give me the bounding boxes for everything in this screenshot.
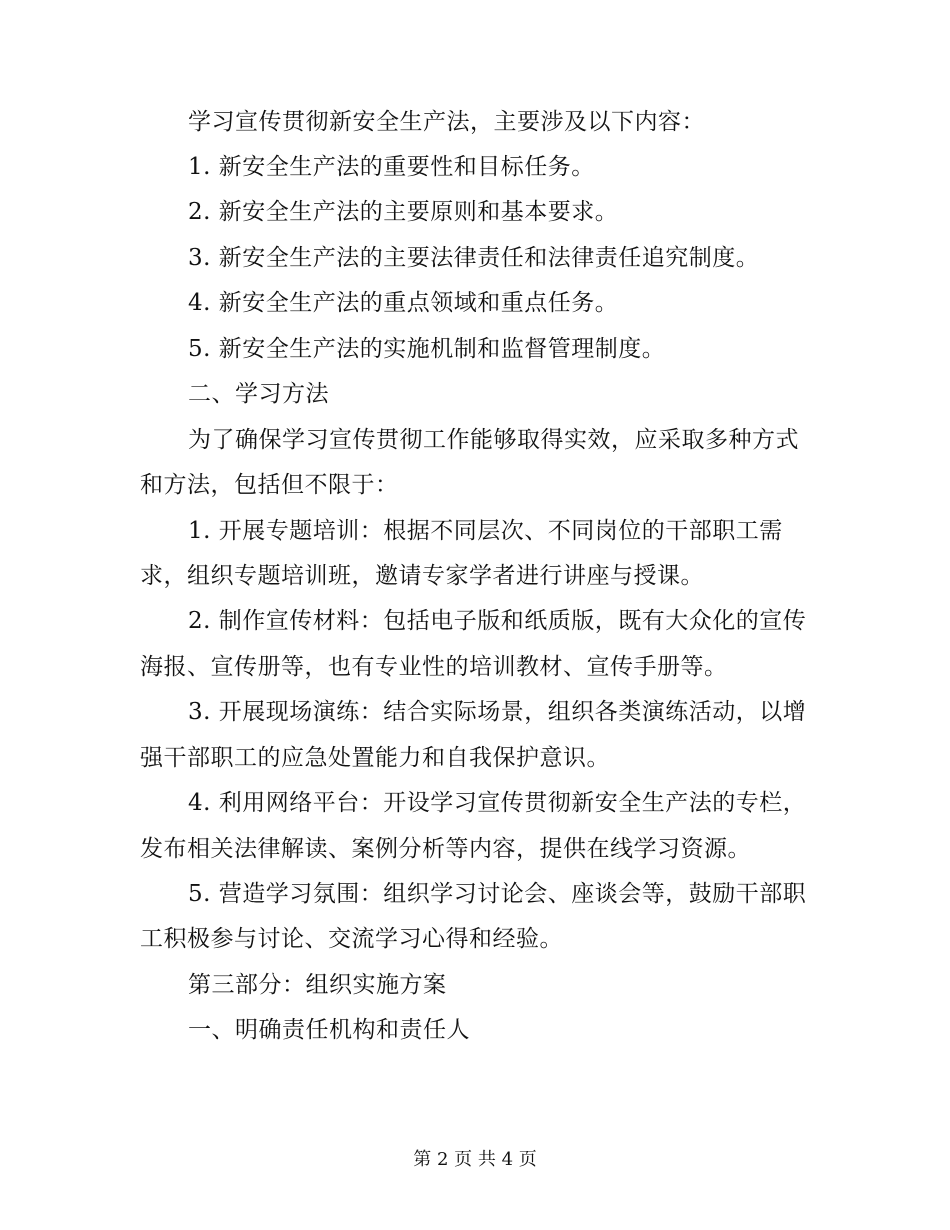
method-1-line-2: 求，组织专题培训班，邀请专家学者进行讲座与授课。 xyxy=(140,563,704,589)
part-three-heading: 第三部分：组织实施方案 xyxy=(188,972,447,998)
content-list-item-4: 4. 新安全生产法的重点领域和重点任务。 xyxy=(188,290,619,316)
method-3-line-2: 强干部职工的应急处置能力和自我保护意识。 xyxy=(140,745,610,771)
content-list-item-5: 5. 新安全生产法的实施机制和监督管理制度。 xyxy=(188,336,666,362)
content-list-item-1: 1. 新安全生产法的重要性和目标任务。 xyxy=(188,154,595,180)
section-heading-methods: 二、学习方法 xyxy=(188,381,329,407)
method-1-line-1: 1. 开展专题培训：根据不同层次、不同岗位的干部职工需 xyxy=(188,518,783,544)
method-3-line-1: 3. 开展现场演练：结合实际场景，组织各类演练活动，以增 xyxy=(188,699,807,725)
methods-paragraph-line-2: 和方法，包括但不限于： xyxy=(140,472,399,498)
intro-paragraph: 学习宣传贯彻新安全生产法，主要涉及以下内容： xyxy=(188,109,705,135)
method-5-line-2: 工积极参与讨论、交流学习心得和经验。 xyxy=(140,926,563,952)
content-list-item-2: 2. 新安全生产法的主要原则和基本要求。 xyxy=(188,199,619,225)
method-5-line-1: 5. 营造学习氛围：组织学习讨论会、座谈会等，鼓励干部职 xyxy=(188,881,807,907)
content-list-item-3: 3. 新安全生产法的主要法律责任和法律责任追究制度。 xyxy=(188,245,760,271)
method-2-line-1: 2. 制作宣传材料：包括电子版和纸质版，既有大众化的宣传 xyxy=(188,608,807,634)
method-2-line-2: 海报、宣传册等，也有专业性的培训教材、宣传手册等。 xyxy=(140,654,728,680)
subsection-heading-responsibility: 一、明确责任机构和责任人 xyxy=(188,1017,470,1043)
page-number-footer: 第 2 页 共 4 页 xyxy=(413,1149,537,1170)
method-4-line-1: 4. 利用网络平台：开设学习宣传贯彻新安全生产法的专栏， xyxy=(188,790,807,816)
methods-paragraph-line-1: 为了确保学习宣传贯彻工作能够取得实效，应采取多种方式 xyxy=(188,427,799,453)
method-4-line-2: 发布相关法律解读、案例分析等内容，提供在线学习资源。 xyxy=(140,836,751,862)
